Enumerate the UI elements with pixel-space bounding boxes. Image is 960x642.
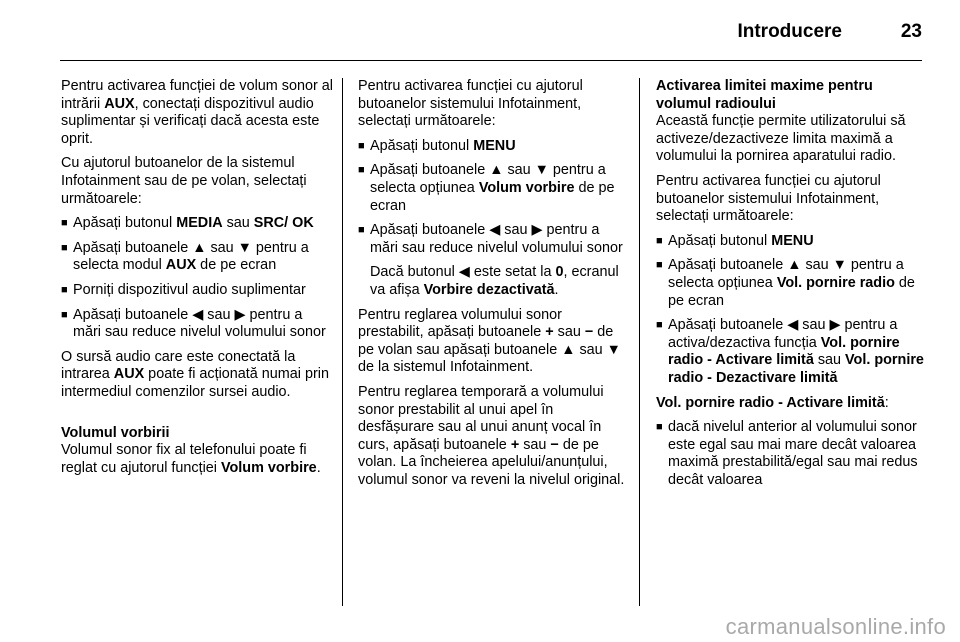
list-item: ■ Apăsați butoanele ▲ sau ▼ pentru a selecta opțiunea Vol. pornire radio de pe ecran bbox=[656, 257, 915, 309]
list-item: ■ Apăsați butoanele ▲ sau ▼ pentru a selecta opțiunea Volum vorbire de pe ecran bbox=[358, 162, 615, 214]
list-item: ■ Apăsați butoanele ◀ sau ▶ pentru a mări sau reduce nivelul volumului sonor bbox=[61, 306, 326, 341]
list-item: ■ Porniți dispozitivul audio suplimentar bbox=[61, 281, 306, 298]
watermark-text: carmanualsonline.info bbox=[725, 614, 946, 639]
paragraph: Pentru activarea funcției de volum sonor al intrării AUX, conectați dispozitivul audio suplimentar și verificați dacă acesta este oprit. bbox=[61, 78, 333, 147]
bullet-list bbox=[656, 419, 924, 489]
bullet-list bbox=[61, 215, 333, 342]
list-continuation: Dacă butonul ◀ este setat la 0, ecranul va afișa Vorbire dezactivată. bbox=[370, 264, 619, 298]
bullet-icon: ■ bbox=[61, 241, 68, 254]
paragraph: Cu ajutorul butoanelor de la sistemul Infotainment sau de pe volan, selectați următoarele: bbox=[61, 155, 307, 207]
paragraph: Vol. pornire radio - Activare limită: bbox=[656, 394, 889, 411]
plus-icon: + bbox=[545, 324, 554, 341]
list-item: ■ dacă nivelul anterior al volumului sonor este egal sau mai mare decât valoarea maximă prestabilită/egal sau mai redus decât valoarea bbox=[656, 419, 918, 488]
bullet-icon: ■ bbox=[358, 224, 365, 237]
paragraph: Această funcție permite utilizatorului să activeze/dezactiveze limita maximă a volumului la pornirea aparatului radio. bbox=[656, 113, 906, 165]
list-item: ■ Apăsați butonul MENU bbox=[656, 232, 814, 249]
bullet-list bbox=[358, 138, 630, 258]
bullet-icon: ■ bbox=[656, 421, 663, 434]
bullet-icon: ■ bbox=[358, 139, 365, 152]
bullet-icon: ■ bbox=[61, 283, 68, 296]
page-header bbox=[0, 0, 960, 60]
paragraph: O sursă audio care este conectată la intrarea AUX poate fi acționată numai prin intermediul comenzilor sursei audio. bbox=[61, 348, 329, 400]
column-divider bbox=[342, 78, 343, 606]
header-divider bbox=[60, 60, 922, 61]
list-item: ■ Apăsați butonul MEDIA sau SRC/ OK bbox=[61, 215, 314, 232]
paragraph: Pentru reglarea volumului sonor prestabilit, apăsați butoanele + sau − de pe volan sau apăsați butoanele ▲ sau ▼ de la sistemul Infotainment. bbox=[358, 306, 621, 376]
column-middle bbox=[358, 78, 630, 496]
list-item: ■ Apăsați butoanele ◀ sau ▶ pentru a activa/dezactiva funcția Vol. pornire radio - Activare limită sau Vol. pornire radio - Dezactivare limită bbox=[656, 317, 924, 386]
list-item: ■ Apăsați butoanele ▲ sau ▼ pentru a selecta modul AUX de pe ecran bbox=[61, 239, 309, 274]
plus-icon: + bbox=[510, 436, 520, 453]
bullet-icon: ■ bbox=[358, 164, 365, 177]
page-number: 23 bbox=[900, 21, 922, 42]
column-divider bbox=[639, 78, 640, 606]
minus-icon: − bbox=[550, 436, 559, 453]
page-title: Introducere bbox=[737, 21, 842, 42]
column-right bbox=[656, 78, 924, 496]
bullet-list bbox=[656, 233, 924, 388]
bullet-icon: ■ bbox=[61, 217, 68, 230]
minus-icon: − bbox=[584, 324, 594, 341]
spacer bbox=[61, 409, 333, 425]
list-item: ■ Apăsați butoanele ◀ sau ▶ pentru a mări sau reduce nivelul volumului sonor bbox=[358, 222, 623, 256]
bullet-icon: ■ bbox=[656, 319, 663, 332]
column-left bbox=[61, 78, 333, 484]
bullet-icon: ■ bbox=[61, 308, 68, 321]
section-heading: Volumul vorbirii bbox=[61, 424, 170, 441]
paragraph: Volumul sonor fix al telefonului poate fi reglat cu ajutorul funcției Volum vorbire. bbox=[61, 442, 321, 476]
section-heading: Activarea limitei maxime pentru volumul radioului bbox=[656, 78, 873, 112]
paragraph: Pentru activarea funcției cu ajutorul butoanelor sistemului Infotainment, selectați următoarele: bbox=[358, 78, 583, 130]
paragraph: Pentru reglarea temporară a volumului sonor prestabilit al unui apel în desfășurare sau al unui anunț vocal în curs, apăsați butoanele + sau − de pe volan. La încheierea apelului/anunțului, volumul sonor va reveni la nivelul original. bbox=[358, 383, 625, 488]
bullet-icon: ■ bbox=[656, 234, 663, 247]
list-item: ■ Apăsați butonul MENU bbox=[358, 137, 516, 154]
bullet-icon: ■ bbox=[656, 259, 663, 272]
paragraph: Pentru activarea funcției cu ajutorul butoanelor sistemului Infotainment, selectați următoarele: bbox=[656, 172, 881, 225]
